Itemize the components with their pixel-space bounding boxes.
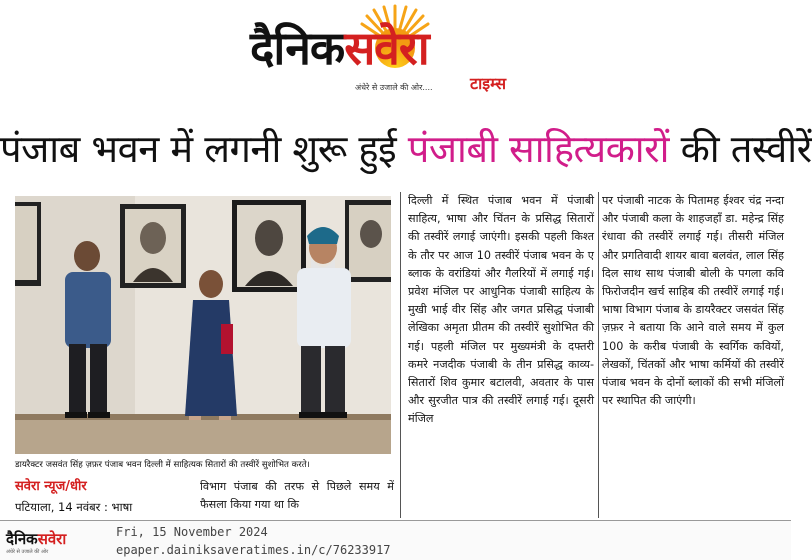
newspaper-title bbox=[250, 20, 429, 80]
portrait-frame bbox=[232, 200, 306, 292]
footer-date: Fri, 15 November 2024 bbox=[116, 525, 268, 539]
title-dainik: दैनिक bbox=[250, 21, 345, 75]
title-savera: सवेरा bbox=[344, 21, 429, 75]
footer bbox=[0, 520, 791, 560]
footer-logo-savera: सवेरा bbox=[37, 530, 67, 548]
article-column-2: दिल्ली में स्थित पंजाब भवन में पंजाबी साहित्य, भाषा और चिंतन के प्रसिद्ध सितारों की तस्वीरें लगाई जाएंगी। इसकी पहली किश्त के तौर पर आज 10 तस्वीरें पंजाब भवन के ए ब्लाक के वरांडियां और गैलरियों में लगाई गई। प्रवेश मंजिल पर आधुनिक पंजाबी साहित्य के मुखी भाई वीर सिंह और जगत प्रसिद्ध पंजाबी लेखिका अमृता प्रीतम की तस्वीरें सुशोभित की गई। पहली मंजिल पर मुख्यमंत्री के दफ्तरी कमरे नजदीक पंजाबी के तीन प्रसिद्ध काव्य-सितारों शिव कुमार बटालवी, अवतार के पास और सुरजीत पात्र की तस्वीरें लगाई गई। दूसरी मंजिल bbox=[408, 194, 594, 426]
photo-illustration bbox=[15, 196, 391, 454]
portrait-frame bbox=[120, 204, 186, 288]
headline-part3: की तस्वीरें bbox=[680, 127, 812, 171]
title-times: टाइम्स bbox=[470, 74, 507, 93]
headline-part1: पंजाब भवन में लगनी शुरू हुई bbox=[0, 127, 397, 171]
article-headline bbox=[0, 118, 812, 184]
article-photo bbox=[15, 196, 391, 454]
byline bbox=[15, 478, 195, 516]
column-divider bbox=[400, 192, 401, 518]
article-column-3: पर पंजाबी नाटक के पितामह ईश्वर चंद्र नन्दा और पंजाबी कला के शाहजहाँ डा. महेन्द्र सिंह रंधावा की तस्वीरें लगाई गई। तीसरी मंजिल और प्रगतिवादी शायर बावा बलवंत, लाल सिंह दिल साथ साथ पंजाबी बोली के पगला कवि फिरोजदीन खर्च साहिब की तस्वीरें लगाई गई। भाषा विभाग पंजाब के डायरैक्टर जसवंत सिंह ज़फ़र ने बताया कि आने वाले समय में कुल 100 के करीब पंजाबी के स्वर्गिक कवियों, लेखकों, चिंतकों और भाषा कर्मियों की तस्वीरें पंजाब भवन के दोनों ब्लाकों की सभी मंजिलों पर स्थापित की जाएंगी। bbox=[602, 194, 784, 408]
byline-org: सवेरा न्यूज/धीर bbox=[15, 479, 87, 494]
masthead-tagline: अंधेरे से उजाले की ओर.... bbox=[355, 83, 433, 92]
headline-part2: पंजाबी साहित्यकारों bbox=[407, 127, 670, 171]
byline-place-date: पटियाला, 14 नवंबर : भाषा bbox=[15, 500, 133, 514]
photo-caption: डायरैक्टर जसवंत सिंह ज़फ़र पंजाब भवन दिल्ली में साहित्यक सितारों की तस्वीरें सुशोभित करते। bbox=[15, 460, 310, 470]
portrait-frame bbox=[345, 200, 391, 282]
footer-logo-tagline: अंधेरे से उजाले की ओर bbox=[6, 549, 49, 555]
column-divider bbox=[598, 192, 599, 518]
footer-logo bbox=[6, 529, 102, 557]
footer-url[interactable]: epaper.dainiksaveratimes.in/c/76233917 bbox=[116, 543, 391, 557]
portrait-frame bbox=[15, 202, 41, 286]
footer-logo-dainik: दैनिक bbox=[6, 530, 38, 548]
article-column-1: विभाग पंजाब की तरफ से पिछले समय में फैसला किया गया था कि bbox=[200, 480, 394, 512]
masthead bbox=[0, 0, 791, 105]
